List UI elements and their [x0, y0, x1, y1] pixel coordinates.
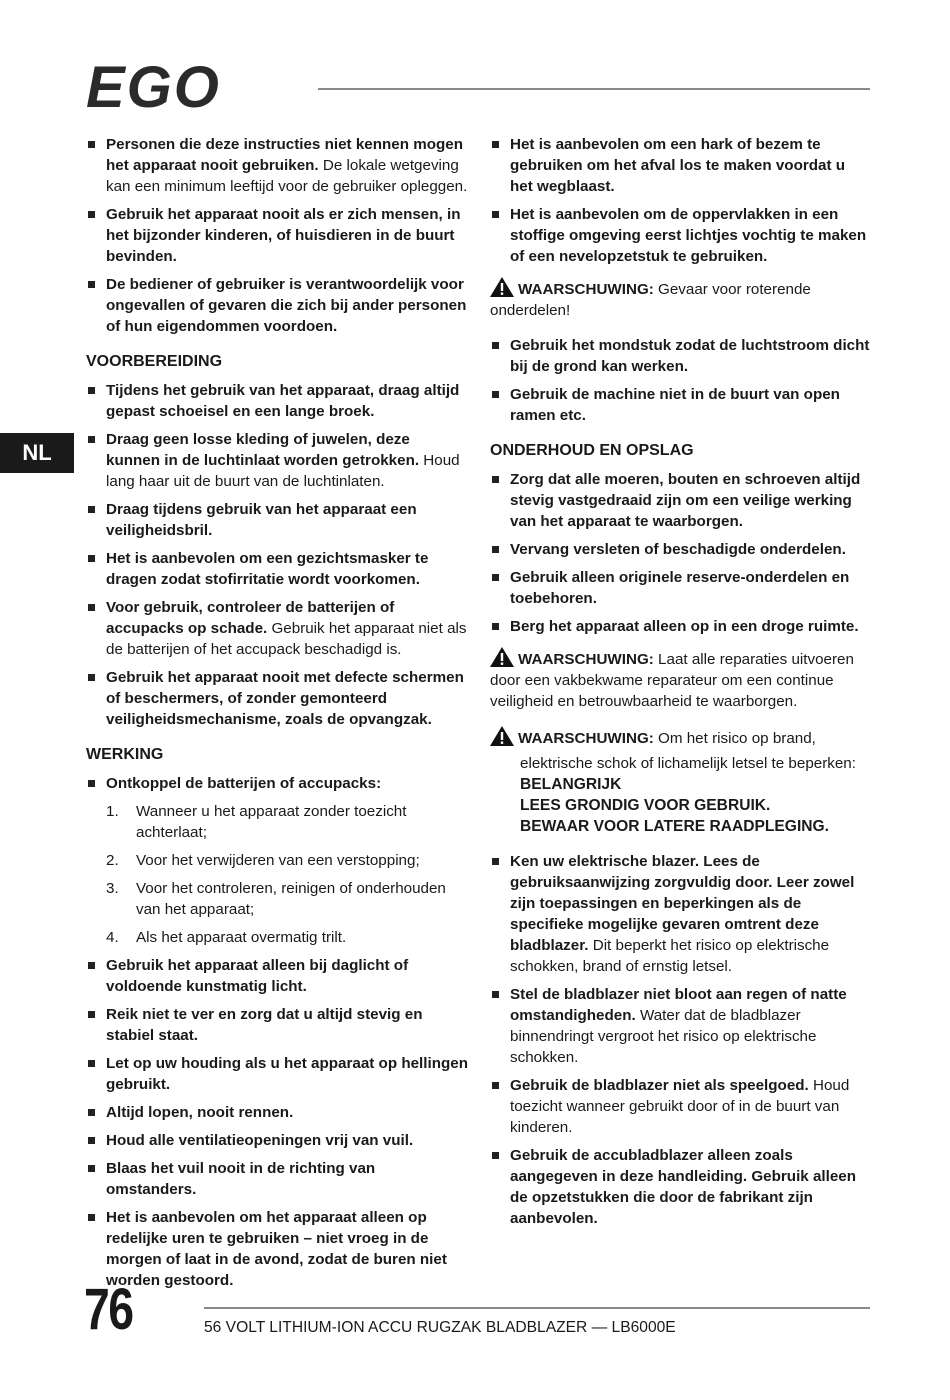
top-list: [490, 134, 872, 267]
numbered-item: 1. Wanneer u het apparaat zonder toezicht achterlaat;: [106, 803, 407, 841]
list-item: Het is aanbevolen om een hark of bezem te gebruiken om het afval los te maken voordat u het wegblaast.: [490, 134, 872, 197]
list-item: Het is aanbevolen om de oppervlakken in een stoffige omgeving eerst lichtjes vochtig te maken of een nevelopzetstuk te gebruiken.: [490, 204, 872, 267]
list-item: De bediener of gebruiker is verantwoordelijk voor ongevallen of gevaren die zich bij ander personen of hun eigendommen voordoen.: [86, 274, 468, 337]
list-item: Draag geen losse kleding of juwelen, deze kunnen in de luchtinlaat worden getrokken. Houd lang haar uit de buurt van de luchtinlaten.: [86, 429, 468, 492]
list-item: Voor gebruik, controleer de batterijen of accupacks op schade. Gebruik het apparaat niet als de batterijen of het accupack beschadigd is.: [86, 597, 468, 660]
list-item: Stel de bladblazer niet bloot aan regen of natte omstandigheden. Water dat de bladblazer binnendringt vergroot het risico op elektrische schokken.: [490, 984, 872, 1068]
list-item: Gebruik het apparaat alleen bij daglicht of voldoende kunstmatig licht.: [86, 955, 468, 997]
list-item: Gebruik het mondstuk zodat de luchtstroom dicht bij de grond kan werken.: [490, 335, 872, 377]
footer-rule: [204, 1307, 870, 1309]
warning-triangle-icon: [490, 726, 514, 746]
list-item: Gebruik de machine niet in de buurt van open ramen etc.: [490, 384, 872, 426]
list-item: Blaas het vuil nooit in de richting van omstanders.: [86, 1158, 468, 1200]
list-item: Reik niet te ver en zorg dat u altijd stevig en stabiel staat.: [86, 1004, 468, 1046]
list-item: Gebruik alleen originele reserve-onderdelen en toebehoren.: [490, 567, 872, 609]
work-list: [86, 955, 468, 1291]
warning-triangle-icon: [490, 277, 514, 297]
list-item: Tijdens het gebruik van het apparaat, draag altijd gepast schoeisel en een lange broek.: [86, 380, 468, 422]
mid-list: [490, 335, 872, 426]
list-item: Personen die deze instructies niet kennen mogen het apparaat nooit gebruiken. De lokale wetgeving kan een minimum leeftijd voor de gebruiker opleggen.: [86, 134, 468, 197]
right-column: [490, 134, 872, 1236]
numbered-item: 3. Voor het controleren, reinigen of onderhouden van het apparaat;: [106, 880, 446, 918]
left-column: [86, 134, 468, 1298]
list-item: Houd alle ventilatieopeningen vrij van vuil.: [86, 1130, 468, 1151]
logo-text: EGO: [86, 55, 221, 120]
numbered-item: 4. Als het apparaat overmatig trilt.: [106, 929, 347, 946]
disconnect-list: [86, 773, 468, 794]
warning-fire-shock: WAARSCHUWING: Om het risico op brand, elektrische schok of lichamelijk letsel te beperken: BELANGRIJK LEES GRONDIG VOOR GEBRUIK. BEWAAR VOOR LATERE RAADPLEGING.: [490, 726, 872, 837]
list-item: Zorg dat alle moeren, bouten en schroeven altijd stevig vastgedraaid zijn om een veilige werking van het apparaat te waarborgen.: [490, 469, 872, 532]
list-item: Gebruik de accubladblazer alleen zoals aangegeven in deze handleiding. Gebruik alleen de opzetstukken die door de fabrikant zijn aanbevolen.: [490, 1145, 872, 1229]
list-item: Draag tijdens gebruik van het apparaat een veiligheidsbril.: [86, 499, 468, 541]
list-item: Ken uw elektrische blazer. Lees de gebruiksaanwijzing zorgvuldig door. Leer zowel zijn toepassingen en beperkingen als de specifieke mogelijke gevaren omtrent deze bladblazer. Dit beperkt het risico op elektrische schokken, brand of ernstig letsel.: [490, 851, 872, 977]
page-number: 76: [84, 1277, 133, 1342]
list-item: Ontkoppel de batterijen of accupacks:: [86, 773, 468, 794]
ego-logo: [86, 55, 298, 120]
prep-list: [86, 380, 468, 730]
read-before-use: LEES GRONDIG VOOR GEBRUIK.: [520, 797, 771, 814]
list-item: Gebruik het apparaat nooit met defecte schermen of beschermers, of zonder gemonteerd veiligheidsmechanisme, zoals de opvangzak.: [86, 667, 468, 730]
section-heading-werking: WERKING: [86, 746, 164, 763]
bottom-list: [490, 851, 872, 1229]
footer-title: 56 VOLT LITHIUM-ION ACCU RUGZAK BLADBLAZER — LB6000E: [204, 1319, 676, 1336]
list-item: Het is aanbevolen om een gezichtsmasker te dragen zodat stofirritatie wordt voorkomen.: [86, 548, 468, 590]
section-heading-onderhoud: ONDERHOUD EN OPSLAG: [490, 442, 694, 459]
language-tab: NL: [0, 433, 74, 473]
header-rule: [318, 88, 870, 90]
list-item: Gebruik het apparaat nooit als er zich mensen, in het bijzonder kinderen, of huisdieren in de buurt bevinden.: [86, 204, 468, 267]
list-item: Gebruik de bladblazer niet als speelgoed. Houd toezicht wanneer gebruikt door of in de buurt van kinderen.: [490, 1075, 872, 1138]
warning-rotating-parts: WAARSCHUWING: Gevaar voor roterende onderdelen!: [490, 277, 872, 321]
list-item: Vervang versleten of beschadigde onderdelen.: [490, 539, 872, 560]
warning-triangle-icon: [490, 647, 514, 667]
keep-for-reference: BEWAAR VOOR LATERE RAADPLEGING.: [520, 818, 829, 835]
list-item: Berg het apparaat alleen op in een droge ruimte.: [490, 616, 872, 637]
warning-repairs: WAARSCHUWING: Laat alle reparaties uitvoeren door een vakbekwame reparateur om een continue veiligheid en betrouwbaarheid te waarborgen.: [490, 647, 872, 712]
important-heading: BELANGRIJK: [520, 776, 622, 793]
maint-list: [490, 469, 872, 637]
list-item: Let op uw houding als u het apparaat op hellingen gebruikt.: [86, 1053, 468, 1095]
list-item: Het is aanbevolen om het apparaat alleen op redelijke uren te gebruiken – niet vroeg in de morgen of laat in de avond, zodat de buren niet worden gestoord.: [86, 1207, 468, 1291]
warning-continuation: elektrische schok of lichamelijk letsel te beperken: BELANGRIJK LEES GRONDIG VOOR GEBRUIK. BEWAAR VOOR LATERE RAADPLEGING.: [490, 753, 872, 837]
numbered-list: [86, 801, 468, 948]
intro-list: [86, 134, 468, 337]
numbered-item: 2. Voor het verwijderen van een verstopping;: [106, 852, 420, 869]
section-heading-voorbereiding: VOORBEREIDING: [86, 353, 223, 370]
list-item: Altijd lopen, nooit rennen.: [86, 1102, 468, 1123]
